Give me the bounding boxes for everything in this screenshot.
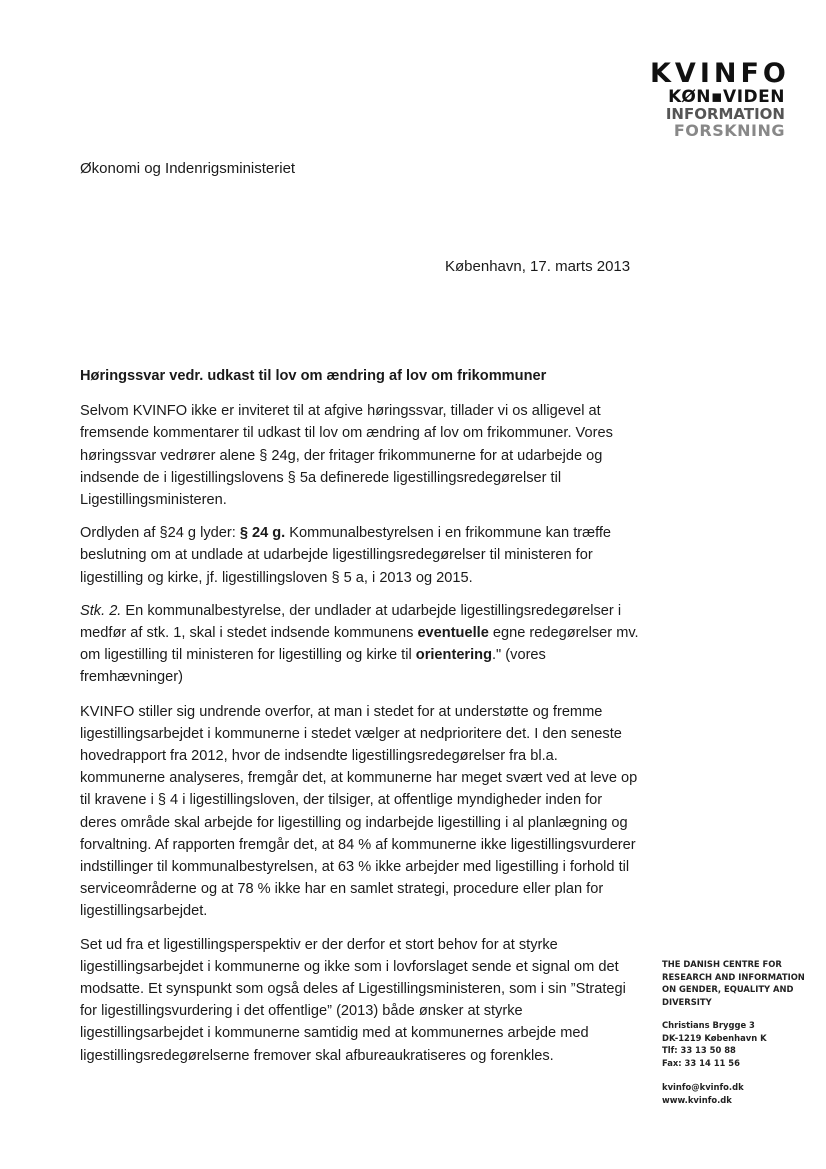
- website-link[interactable]: www.kvinfo.dk: [662, 1094, 732, 1105]
- paragraph-conclusion: Set ud fra et ligestillingsperspektiv er der derfor et stort behov for at styrke ligestillingsarbejdet i kommunerne og ikke som i lovforslaget sende et signal om det modsatte. Et synspunkt som også deles af Ligestillingsministeren, som i sin ”Strategi for ligestillingsvurdering i det offentlige” (2013) både ønsker at styrke ligestillingsarbejdet i kommunerne samtidig med at kommunernes arbejde med ligestillingsredegørelserne fremover skal afbureaukratiseres og forenkles.: [80, 936, 626, 1064]
- fax: Fax: 33 14 11 56: [662, 1057, 740, 1068]
- quote-lead: Ordlyden af §24 g lyder:: [80, 525, 240, 542]
- logo-line-information: INFORMATION: [665, 105, 785, 123]
- stk2-text-b: egne redegørelser mv. om ligestilling til ministeren for ligestilling og kirke til: [80, 625, 639, 664]
- email-link[interactable]: kvinfo@kvinfo.dk: [662, 1082, 744, 1092]
- kvinfo-logo: [650, 58, 790, 140]
- subject-heading: Høringssvar vedr. udkast til lov om ændring af lov om frikommuner: [80, 368, 547, 384]
- contact-block: [662, 1081, 812, 1106]
- address-block: [662, 1019, 812, 1069]
- org-line: ON GENDER, EQUALITY AND: [662, 984, 794, 994]
- stk2-label: Stk. 2.: [80, 602, 122, 619]
- org-line: DIVERSITY: [662, 996, 712, 1007]
- logo-line-kvinfo: KVINFO: [650, 58, 790, 89]
- recipient: Økonomi og Indenrigsministeriet: [80, 160, 296, 177]
- org-line: THE DANISH CENTRE FOR: [662, 959, 782, 969]
- stk2-bold-eventuelle: eventuelle: [417, 625, 489, 642]
- paragraph-quote-24g: [80, 522, 640, 589]
- letter-date: København, 17. marts 2013: [445, 258, 631, 275]
- sender-info: [662, 958, 812, 1106]
- logo-line-kon-viden: KØN▪VIDEN: [668, 87, 785, 107]
- paragraph-analysis: KVINFO stiller sig undrende overfor, at man i stedet for at understøtte og fremme ligestillingsarbejdet i kommunerne i stedet vælger at nedprioritere det. I den seneste hovedrapport fra 2012, hvor de indsendte ligestillingsredegørelser fra bl.a. kommunerne analyseres, fremgår det, at kommunerne har meget svært ved at leve op til kravene i § 4 i ligestillingsloven, der tilsiger, at offentlige myndigheder inden for deres område skal arbejde for ligestilling og indarbejde ligestilling i al planlægning og forvaltning. Af rapporten fremgår det, at 84 % af kommunerne ikke ligestillingsvurderer indstillinger til kommunalbestyrelsen, at 63 % ikke arbejder med ligestilling i forhold til serviceområderne og at 78 % ikke har en samlet strategi, procedure eller plan for ligestillingsarbejdet.: [80, 703, 638, 920]
- letter-body: [80, 365, 640, 1078]
- stk2-text-a: En kommunalbestyrelse, der undlader at udarbejde ligestillingsredegørelser i medfør af stk. 1, skal i stedet indsende kommunens: [80, 602, 622, 642]
- phone: Tlf: 33 13 50 88: [662, 1045, 736, 1055]
- address-city: DK-1219 København K: [662, 1032, 767, 1043]
- paragraph-stk2: [80, 600, 640, 689]
- quote-section-bold: § 24 g.: [239, 525, 286, 542]
- logo-line-forskning: FORSKNING: [673, 121, 785, 140]
- address-street: Christians Brygge 3: [662, 1020, 755, 1030]
- org-line: RESEARCH AND INFORMATION: [662, 971, 805, 982]
- stk2-text-c: ." (vores fremhævninger): [80, 647, 546, 686]
- paragraph-intro: Selvom KVINFO ikke er inviteret til at afgive høringssvar, tillader vi os alligevel at fremsende kommentarer til udkast til lov om ændring af lov om frikommuner. Vores høringssvar vedrører alene § 24g, der fritager frikommunerne for at udarbejde og indsende de i ligestillingslovens § 5a definerede ligestillingsredegørelser til Ligestillingsministeren.: [80, 403, 613, 509]
- org-description: [662, 958, 812, 1008]
- quote-text: Kommunalbestyrelsen i en frikommune kan træffe beslutning om at undlade at udarbejde ligestillingsredegørelser til ministeren for ligestilling og kirke, jf. ligestillingsloven § 5 a, i 2013 og 2015.: [80, 525, 612, 586]
- stk2-bold-orientering: orientering: [415, 647, 492, 664]
